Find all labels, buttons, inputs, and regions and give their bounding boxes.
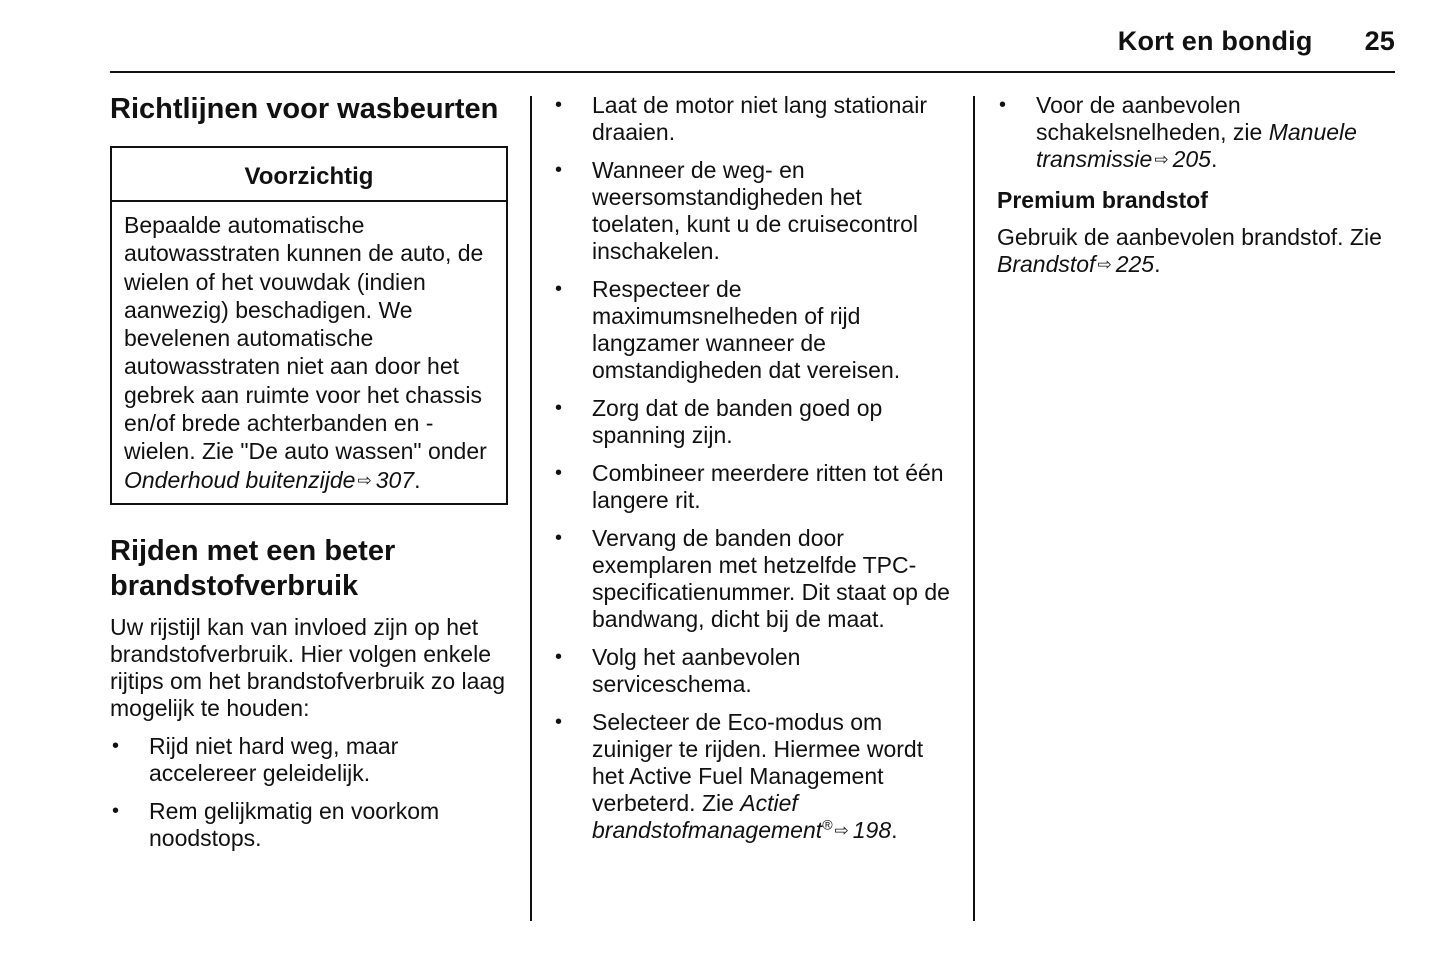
premium-fuel-text: Gebruik de aanbevolen brandstof. Zie bbox=[997, 224, 1382, 250]
list-item bbox=[553, 525, 953, 633]
header-rule bbox=[110, 71, 1395, 73]
list-item-text: Rem gelijkmatig en voorkom noodstops. bbox=[149, 797, 440, 851]
eco-ref-text: Actief brandstofmanagement bbox=[592, 790, 823, 843]
eco-ref-page: 198 bbox=[852, 817, 892, 843]
fuel-ref-link[interactable] bbox=[997, 251, 1154, 277]
list-item-text: Rijd niet hard weg, maar accelereer geleidelijk. bbox=[149, 732, 399, 786]
bullet-icon: • bbox=[112, 734, 120, 757]
caution-ref-page: 307 bbox=[375, 466, 415, 493]
list-item bbox=[110, 733, 510, 787]
caution-ref-text: Onderhoud buitenzijde bbox=[124, 466, 356, 493]
list-item bbox=[553, 644, 953, 698]
list-item-text: Selecteer de Eco-modus om zuiniger te rijden. Hiermee wordt het Active Fuel Management verbeterd. Zie bbox=[592, 709, 924, 816]
column-divider-2 bbox=[973, 96, 975, 921]
list-item bbox=[553, 460, 953, 514]
list-item bbox=[553, 92, 953, 146]
list-item: • Voor de aanbevolen schakelsnelheden, zie Manuele transmissie ⇨ 205. bbox=[999, 92, 1357, 172]
reference-arrow-icon: ⇨ bbox=[357, 470, 372, 490]
registered-mark: ® bbox=[822, 816, 833, 833]
list-item-text: Volg het aanbevolen serviceschema. bbox=[592, 644, 801, 697]
list-item-text: Laat de motor niet lang stationair draaien. bbox=[592, 92, 927, 145]
list-item-text: Combineer meerdere ritten tot één langere rit. bbox=[592, 460, 944, 513]
bullet-icon: • bbox=[555, 462, 563, 484]
wash-heading: Richtlijnen voor wasbeurten bbox=[110, 93, 499, 125]
caution-body: Bepaalde automatische autowasstraten kunnen de auto, de wielen of het vouwdak (indien aanwezig) beschadigen. We bevelenen automatische autowasstraten niet aan door het gebrek aan ruimte voor het chassis en/of brede achterbanden en -wielen. Zie "De auto wassen" onder Onderhoud buitenzijde ⇨ 307. bbox=[124, 212, 487, 493]
list-item-text: Voor de aanbevolen schakelsnelheden, zie bbox=[1036, 92, 1269, 145]
fuel-ref-text: Brandstof bbox=[997, 251, 1096, 277]
premium-fuel-paragraph: Gebruik de aanbevolen brandstof. Zie Brandstof ⇨ 225. bbox=[997, 224, 1382, 277]
list-item bbox=[553, 157, 953, 265]
list-item-text: Respecteer de maximumsnelheden of rijd langzamer wanneer de omstandigheden dat vereisen. bbox=[592, 276, 901, 383]
list-item: • Selecteer de Eco-modus om zuiniger te rijden. Hiermee wordt het Active Fuel Management verbeterd. Zie Actief brandstofmanagement® ⇨ 198. bbox=[555, 709, 924, 843]
reference-arrow-icon: ⇨ bbox=[1154, 150, 1169, 169]
list-item-text: Wanneer de weg- en weersomstandigheden het toelaten, kunt u de cruisecontrol inschakelen. bbox=[592, 157, 919, 264]
bullet-icon: • bbox=[555, 646, 563, 668]
tips-list-1 bbox=[110, 733, 510, 852]
bullet-icon: • bbox=[555, 159, 563, 181]
reference-arrow-icon: ⇨ bbox=[834, 821, 849, 840]
column-2 bbox=[553, 92, 953, 855]
caution-text: Bepaalde automatische autowasstraten kunnen de auto, de wielen of het vouwdak (indien aanwezig) beschadigen. We bevelenen automatische autowasstraten niet aan door het gebrek aan ruimte voor het chassis en/of brede achterbanden en -wielen. Zie "De auto wassen" onder bbox=[124, 212, 487, 465]
list-item bbox=[553, 395, 953, 449]
running-header bbox=[1118, 26, 1395, 57]
tips-list-2 bbox=[553, 92, 953, 844]
bullet-icon: • bbox=[555, 527, 563, 549]
tips-list-3 bbox=[997, 92, 1395, 173]
caution-title: Voorzichtig bbox=[112, 148, 506, 202]
bullet-icon: • bbox=[555, 278, 563, 300]
bullet-icon: • bbox=[555, 94, 563, 116]
caution-box bbox=[110, 146, 508, 505]
bullet-icon: • bbox=[555, 397, 563, 419]
column-divider-1 bbox=[530, 96, 532, 921]
bullet-icon: • bbox=[555, 711, 563, 733]
list-item bbox=[110, 798, 510, 852]
caution-ref-link[interactable] bbox=[124, 467, 414, 493]
column-1 bbox=[110, 90, 510, 863]
transmission-ref-text: Manuele transmissie bbox=[1036, 119, 1357, 172]
bullet-icon: • bbox=[999, 94, 1007, 116]
premium-fuel-heading: Premium brandstof bbox=[997, 187, 1208, 213]
list-item bbox=[553, 276, 953, 384]
list-item-text: Vervang de banden door exemplaren met hetzelfde TPC-specificatienummer. Dit staat op de bandwang, dicht bij de maat. bbox=[592, 525, 950, 632]
section-title: Kort en bondig bbox=[1117, 26, 1313, 56]
list-item-text: Zorg dat de banden goed op spanning zijn. bbox=[592, 395, 883, 448]
transmission-ref-page: 205 bbox=[1172, 146, 1211, 172]
reference-arrow-icon: ⇨ bbox=[1097, 255, 1112, 274]
page-number: 25 bbox=[1364, 26, 1395, 56]
fuel-ref-page: 225 bbox=[1115, 251, 1155, 277]
fuel-heading: Rijden met een beter brandstofverbruik bbox=[110, 534, 396, 602]
column-3 bbox=[997, 92, 1395, 278]
bullet-icon: • bbox=[112, 799, 120, 822]
intro-paragraph: Uw rijstijl kan van invloed zijn op het brandstofverbruik. Hier volgen enkele rijtips om het brandstofverbruik zo laag mogelijk te houden: bbox=[110, 613, 506, 721]
